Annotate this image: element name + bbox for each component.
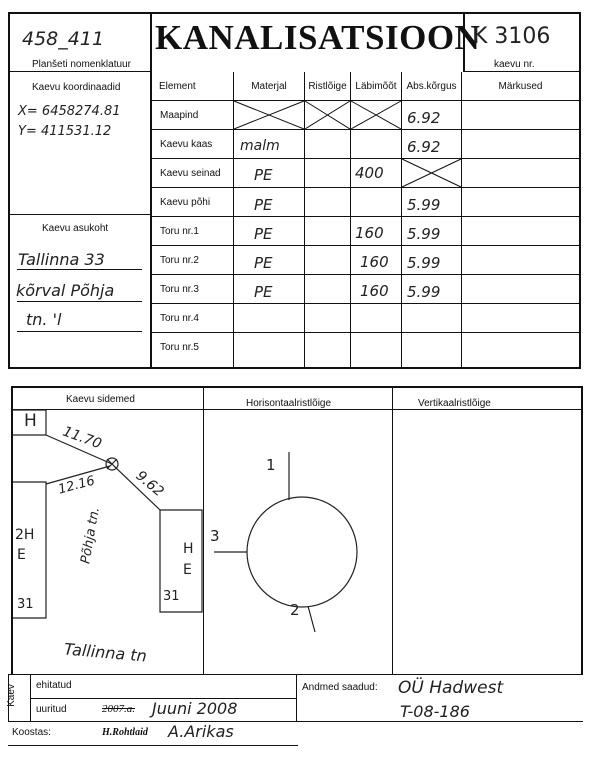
row-element: Kaevu põhi: [160, 197, 211, 208]
building-h-top: H: [24, 411, 37, 431]
row-element: Toru nr.4: [160, 313, 199, 324]
kaev-label: Kaev: [5, 684, 17, 707]
location-label: Kaevu asukoht: [42, 223, 109, 234]
row-element: Kaevu kaas: [160, 139, 213, 150]
col-header-materjal: Materjal: [251, 81, 287, 92]
cell-labimoot: 160: [360, 282, 389, 300]
koostas-print: H.Rohtlaid: [102, 727, 148, 738]
uuritud-label: uuritud: [36, 704, 67, 715]
ehitatud-label: ehitatud: [36, 680, 72, 691]
col-header-markused: Märkused: [498, 81, 543, 92]
pipe-1: 1: [266, 456, 276, 474]
building-left-num: 31: [17, 597, 34, 612]
sidemed-label: Kaevu sidemed: [66, 394, 135, 405]
coords-label: Kaevu koordinaadid: [32, 82, 121, 93]
dist-1: 11.70: [60, 423, 104, 453]
cell-abs: 5.99: [407, 254, 441, 272]
horisontaal-label: Horisontaalristlõige: [246, 398, 332, 409]
pipe-2: 2: [290, 601, 300, 619]
row-element: Kaevu seinad: [160, 168, 221, 179]
cell-materjal: PE: [254, 254, 273, 272]
location-line2: kõrval Põhja: [16, 281, 115, 300]
coord-x: X= 6458274.81: [18, 104, 121, 119]
col-header-abs: Abs.kõrgus: [406, 81, 457, 92]
row-element: Toru nr.2: [160, 255, 199, 266]
koostas-label: Koostas:: [12, 727, 51, 738]
uuritud-print: 2007.a.: [102, 703, 135, 715]
building-left-b: E: [17, 547, 26, 563]
building-left-a: 2H: [15, 527, 35, 543]
cell-materjal: PE: [254, 166, 273, 184]
building-right-a: H: [183, 541, 194, 557]
planseti-value: 458_411: [22, 28, 105, 50]
street-vertical: Põhja tn.: [78, 506, 103, 565]
cell-abs: 5.99: [407, 225, 441, 243]
col-header-element: Element: [159, 81, 196, 92]
dist-3: 9.62: [132, 467, 167, 501]
kaevu-nr-value: K 3106: [473, 24, 551, 49]
crossed-cells: [0, 0, 611, 380]
cell-labimoot: 160: [360, 253, 389, 271]
cell-materjal: PE: [254, 283, 273, 301]
location-line1: Tallinna 33: [18, 250, 105, 269]
koostas-hand: A.Arikas: [168, 722, 234, 741]
cell-materjal: malm: [240, 138, 280, 154]
andmed-label: Andmed saadud:: [302, 682, 378, 693]
cell-labimoot: 160: [355, 224, 384, 242]
row-element: Maapind: [160, 110, 199, 121]
location-line3: tn. 'l: [26, 310, 62, 329]
dist-2: 12.16: [56, 473, 97, 498]
cell-abs: 5.99: [407, 283, 441, 301]
cell-abs: 6.92: [407, 138, 441, 156]
kaevu-nr-label: kaevu nr.: [494, 59, 535, 70]
building-right-b: E: [183, 562, 192, 578]
col-header-labimoot: Läbimõõt: [355, 81, 397, 92]
cell-abs: 5.99: [407, 196, 441, 214]
andmed-value1: OÜ Hadwest: [398, 678, 504, 698]
vertikaal-label: Vertikaalristlõige: [418, 398, 491, 409]
uuritud-hand: Juuni 2008: [152, 699, 238, 718]
cell-materjal: PE: [254, 196, 273, 214]
cell-materjal: PE: [254, 225, 273, 243]
page-title: KANALISATSIOON: [155, 18, 481, 57]
row-element: Toru nr.3: [160, 284, 199, 295]
cell-abs: 6.92: [407, 109, 441, 127]
andmed-value2: T-08-186: [400, 702, 470, 721]
cell-labimoot: 400: [355, 164, 384, 182]
coord-y: Y= 411531.12: [18, 124, 112, 139]
row-element: Toru nr.5: [160, 342, 199, 353]
building-right-num: 31: [163, 589, 180, 604]
street-bottom: Tallinna tn: [63, 639, 148, 666]
planseti-label: Planšeti nomenklatuur: [32, 59, 131, 70]
col-header-ristloige: Ristlõige: [308, 81, 347, 92]
row-element: Toru nr.1: [160, 226, 199, 237]
pipe-3: 3: [210, 527, 220, 545]
